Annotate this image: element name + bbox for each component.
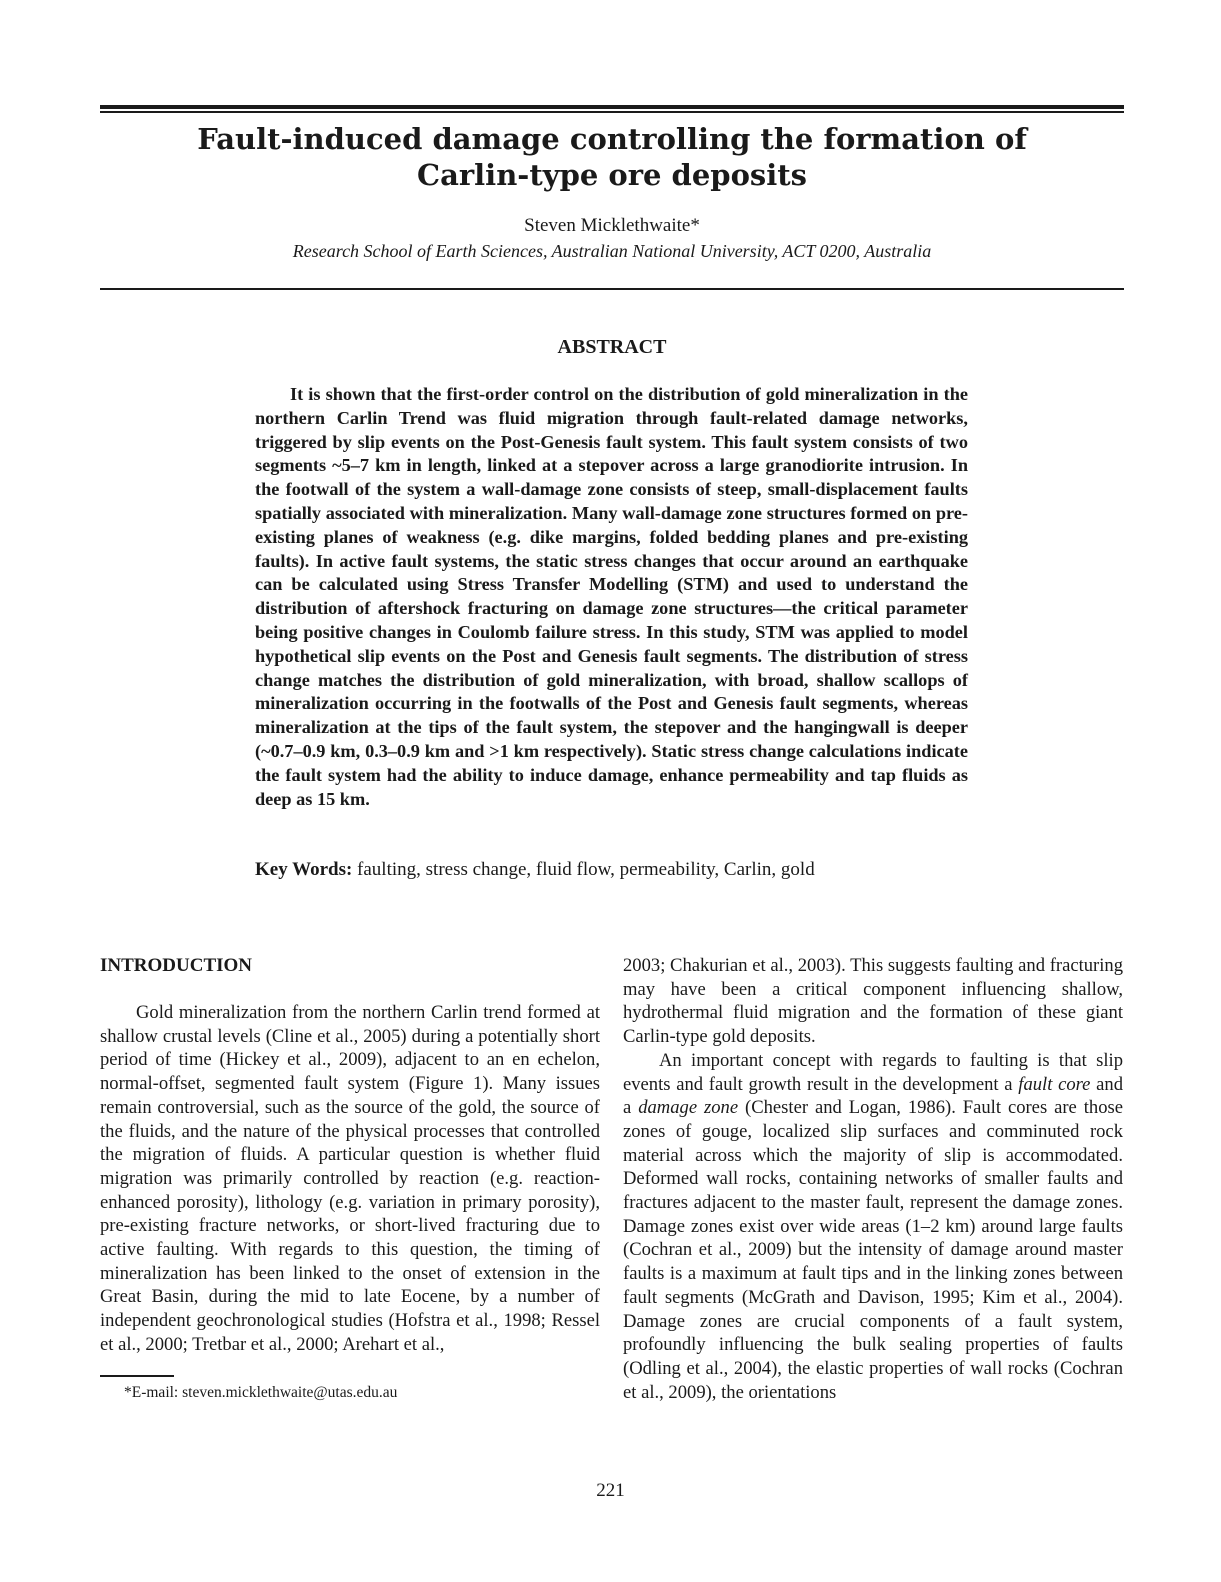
top-rule-thin — [100, 111, 1124, 113]
keywords — [255, 858, 968, 882]
term-fault-core: fault core — [1018, 1073, 1091, 1095]
abstract-heading: ABSTRACT — [557, 336, 667, 358]
intro-paragraph-1-continued: 2003; Chakurian et al., 2003). This suggests faulting and fracturing may have been a critical component influencing shallow, hydrothermal fluid migration and the formation of these giant Carlin-type gold deposits. — [623, 955, 1123, 1048]
introduction-heading: INTRODUCTION — [100, 955, 253, 976]
para2-text-b: and a — [623, 1073, 1123, 1119]
intro-paragraph-2 — [623, 1049, 1123, 1405]
right-column — [623, 954, 1123, 1404]
para2-text-a: An important concept with regards to faulting is that slip events and fault growth result in the development a — [623, 1049, 1123, 1095]
keywords-label: Key Words: — [255, 859, 353, 880]
abstract-text: It is shown that the first-order control on the distribution of gold mineralization in the northern Carlin Trend was fluid migration through fault-related damage networks, triggered by slip events on the Post-Genesis fault system. This fault system consists of two segments ~5–7 km in length, linked at a stepover across a large granodiorite intrusion. In the footwall of the system a wall-damage zone consists of steep, small-displacement faults spatially associated with mineralization. Many wall-damage zone structures formed on pre-existing planes of weakness (e.g. dike margins, folded bedding planes and pre-existing faults). In active fault systems, the static stress changes that occur around an earthquake can be calculated using Stress Transfer Modelling (STM) and used to understand the distribution of aftershock fracturing on damage zone structures—the critical parameter being positive changes in Coulomb failure stress. In this study, STM was applied to model hypothetical slip events on the Post and Genesis fault segments. The distribution of stress change matches the distribution of gold mineralization, with broad, shallow scallops of mineralization occurring in the footwalls of the Post and Genesis fault segments, whereas mineralization at the tips of the fault system, the stepover and the hangingwall is deeper (~0.7–0.9 km, 0.3–0.9 km and >1 km respectively). Static stress change calculations indicate the fault system had the ability to induce damage, enhance permeability and tap fluids as deep as 15 km. — [255, 384, 968, 809]
left-column — [100, 1001, 600, 1357]
keywords-text: faulting, stress change, fluid flow, permeability, Carlin, gold — [357, 859, 815, 880]
footnote-rule — [100, 1375, 174, 1377]
footnote-email: *E-mail: steven.micklethwaite@utas.edu.au — [124, 1384, 398, 1401]
top-rule — [100, 105, 1124, 109]
title-line-1: Fault-induced damage controlling the formation of — [197, 122, 1027, 156]
author-affiliation: Research School of Earth Sciences, Australian National University, ACT 0200, Australia — [292, 241, 932, 261]
title-line-2: Carlin-type ore deposits — [417, 158, 807, 192]
author-name: Steven Micklethwaite* — [524, 215, 700, 236]
page-number: 221 — [596, 1480, 625, 1501]
intro-paragraph-1: Gold mineralization from the northern Carlin trend formed at shallow crustal levels (Cline et al., 2005) during a potentially short period of time (Hickey et al., 2009), adjacent to an en echelon, normal-offset, segmented fault system (Figure 1). Many issues remain controversial, such as the source of the gold, the source of the fluids, and the nature of the physical processes that controlled the migration of fluids. A particular question is whether fluid migration was primarily controlled by reaction (e.g. reaction-enhanced porosity), lithology (e.g. variation in primary porosity), pre-existing fracture networks, or short-lived fracturing due to active faulting. With regards to this question, the timing of mineralization has been linked to the onset of extension in the Great Basin, during the mid to late Eocene, by a number of independent geochronological studies (Hofstra et al., 1998; Ressel et al., 2000; Tretbar et al., 2000; Arehart et al., — [100, 1002, 600, 1355]
term-damage-zone: damage zone — [638, 1097, 739, 1119]
para2-text-c: (Chester and Logan, 1986). Fault cores are those zones of gouge, localized slip surfaces and comminuted rock material across which the majority of slip is accommodated. Deformed wall rocks, containing networks of smaller faults and fractures adjacent to the master fault, represent the damage zones. Damage zones exist over wide areas (1–2 km) around large faults (Cochran et al., 2009) but the intensity of damage around master faults is a maximum at fault tips and in the linking zones between fault segments (McGrath and Davison, 1995; Kim et al., 2004). Damage zones are crucial components of a fault system, profoundly influencing the bulk sealing properties of faults (Odling et al., 2004), the elastic properties of wall rocks (Cochran et al., 2009), the orientations — [623, 1097, 1123, 1403]
header-divider — [100, 288, 1124, 290]
paper-title — [100, 121, 1124, 193]
